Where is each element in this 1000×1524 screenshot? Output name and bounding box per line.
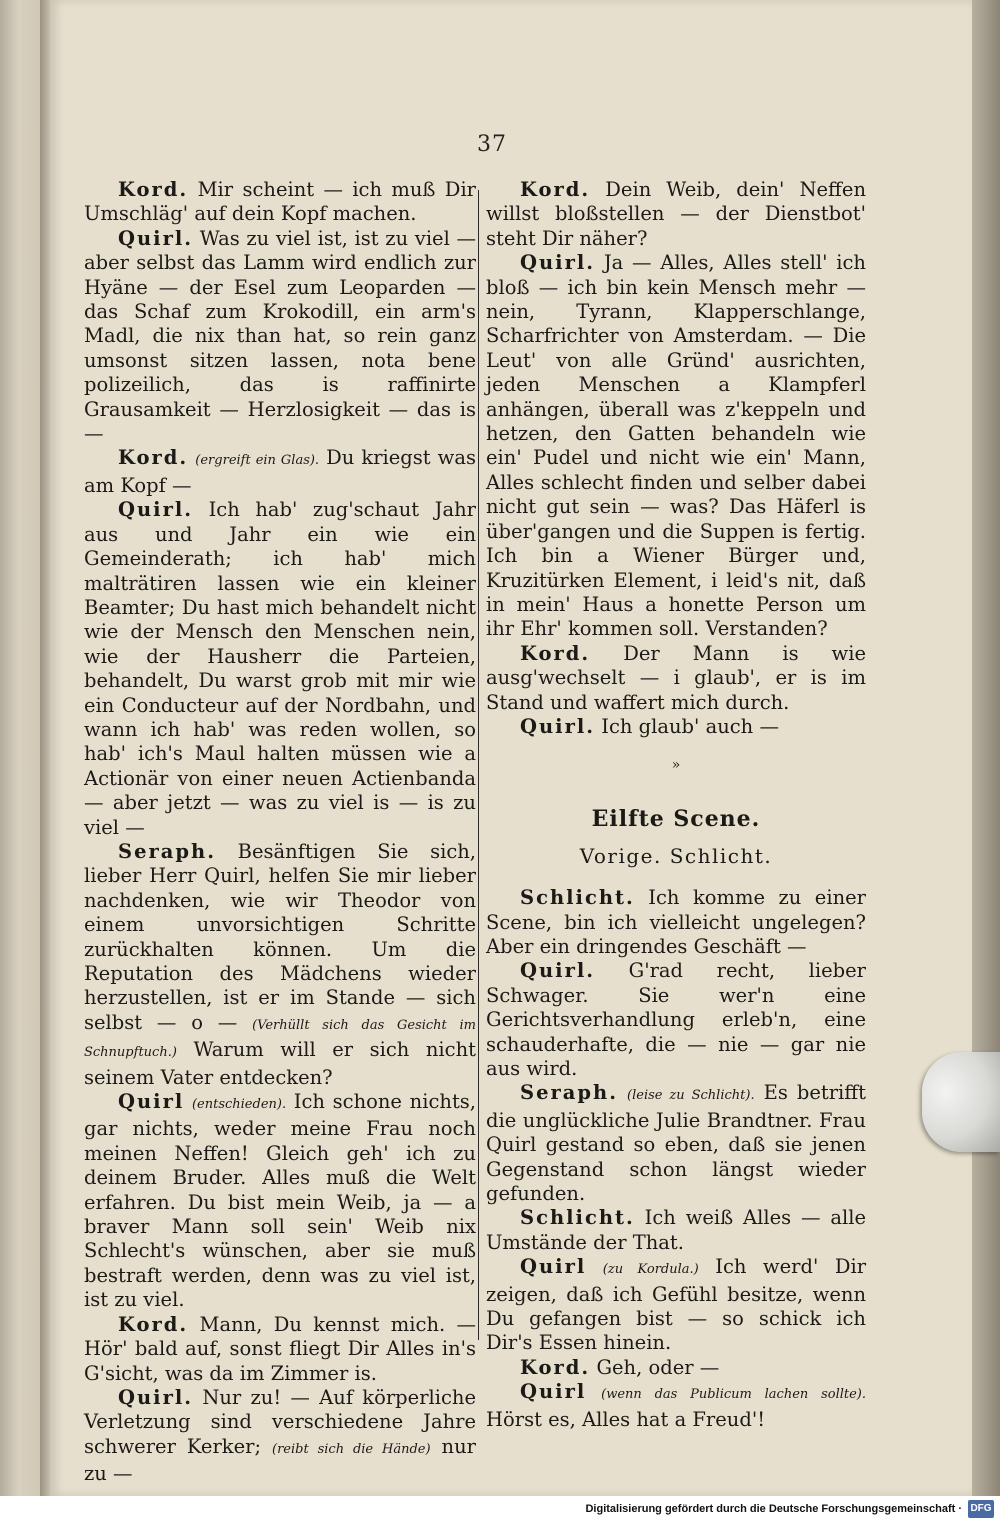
dialogue-paragraph xyxy=(486,1380,866,1432)
dialogue-paragraph xyxy=(84,840,476,1090)
footer-credit: Digitalisierung gefördert durch die Deutsche Forschungsgemeinschaft · xyxy=(585,1503,962,1515)
dialogue-paragraph xyxy=(84,446,476,498)
dialogue-text: Ich schone nichts, gar nichts, weder meine Frau noch meinen Neffen! Gleich geh' ich zu deinem Bruder. Alles muß die Welt erfahren. Du bist mein Weib, ja — a braver Mann soll sein' Weib nix Schlecht's wünschen, aber sie muß bestraft werden, denn was zu viel ist, ist zu viel. xyxy=(84,1090,476,1312)
dialogue-text: Ich komme zu einer Scene, bin ich vielleicht ungelegen? Aber ein dringendes Geschäft — xyxy=(486,886,866,958)
dialogue-text: Mann, Du kennst mich. — Hör' bald auf, sonst fliegt Dir Alles in's G'sicht, was da im Zimmer is. xyxy=(84,1312,476,1385)
dialogue-text: Besänftigen Sie sich, lieber Herr Quirl, helfen Sie mir lieber nachdenken, wie wir Theodor von einem unvorsichtigen Schritte zurückhalten können. Um die Reputation des Mädchens wieder herzustellen, ist er im Stande — sich selbst — o — xyxy=(84,839,476,1034)
speaker-name: Quirl. xyxy=(520,959,596,983)
speaker-name: Kord. xyxy=(520,641,591,665)
dialogue-paragraph xyxy=(486,178,866,251)
dialogue-text: Warum will er sich nicht seinem Vater entdecken? xyxy=(84,1038,476,1089)
speaker-name: Schlicht. xyxy=(520,886,635,910)
speaker-name: Seraph. xyxy=(520,1081,618,1105)
dialogue-paragraph xyxy=(486,959,866,1081)
dialogue-paragraph xyxy=(486,251,866,642)
dialogue-text: Ich weiß Alles — alle Umstände der That. xyxy=(486,1206,866,1254)
dialogue-text: Dein Weib, dein' Neffen willst bloßstellen — der Dienstbot' steht Dir näher? xyxy=(486,178,866,250)
speaker-name: Quirl xyxy=(520,1380,587,1404)
dialogue-paragraph xyxy=(84,227,476,447)
speaker-name: Quirl. xyxy=(520,251,596,275)
speaker-name: Kord. xyxy=(118,1312,189,1336)
dialogue-text: Hörst es, Alles hat a Freud'! xyxy=(486,1407,766,1431)
dfg-logo: DFG xyxy=(968,1500,994,1518)
dialogue-text: Ich hab' zug'schaut Jahr aus und Jahr ein wie ein Gemeinderath; ich hab' mich malträtiren lassen wie ein kleiner Beamter; Du hast mich behandelt nicht wie der Mensch den Menschen nein, wie der Hausherr die Parteien, behandelt, Du warst grob mit mir wie ein Conducteur auf der Nordbahn, und wann ich hab' was reden wollen, so hab' ich's Maul halten müssen wie a Actionär von einer neuen Actienbanda — aber jetzt — was zu viel is — is zu viel — xyxy=(84,498,476,839)
page-number: 37 xyxy=(477,132,507,157)
speaker-name: Quirl. xyxy=(520,714,596,738)
dialogue-paragraph xyxy=(486,715,866,739)
dialogue-text: Es betrifft die unglückliche Julie Brandtner. Frau Quirl gestand so eben, daß sie jenen Gegenstand schon längst wieder gefunden. xyxy=(486,1081,866,1206)
ornament: » xyxy=(671,757,681,774)
dialogue-paragraph xyxy=(486,886,866,959)
dialogue-paragraph xyxy=(486,642,866,715)
dialogue-text: Ich glaub' auch — xyxy=(601,714,779,738)
speaker-name: Kord. xyxy=(520,178,591,201)
right-column-dialogue xyxy=(486,178,866,739)
dialogue-text: Der Mann is wie ausg'wechselt — i glaub', er is im Stand und waffert mich durch. xyxy=(486,641,867,714)
column-divider xyxy=(478,190,479,1340)
dialogue-paragraph xyxy=(486,1356,866,1380)
dialogue-paragraph xyxy=(84,1313,476,1386)
dialogue-text: G'rad recht, lieber Schwager. Sie wer'n eine Gerichtsverhandlung erleb'n, eine schauderhafte, die — nie — gar nie aus wird. xyxy=(486,959,867,1080)
stage-direction: (wenn das Publicum lachen sollte). xyxy=(601,1387,867,1403)
right-column-scene-dialogue xyxy=(486,886,866,1432)
dialogue-paragraph xyxy=(486,1206,866,1255)
dialogue-paragraph xyxy=(486,1255,866,1356)
stage-direction: (Verhüllt sich das Gesicht im Schnupftuch.) xyxy=(84,1017,477,1061)
stage-direction: (entschieden). xyxy=(191,1097,287,1113)
speaker-name: Kord. xyxy=(118,178,189,201)
page-right-edge xyxy=(972,0,1000,1496)
dialogue-text: Geh, oder — xyxy=(596,1355,720,1379)
speaker-name: Quirl. xyxy=(118,1385,194,1409)
speaker-name: Kord. xyxy=(118,446,189,470)
dialogue-paragraph xyxy=(84,1090,476,1313)
dialogue-text: Was zu viel ist, ist zu viel — aber selbst das Lamm wird endlich zur Hyäne — der Esel zum Leoparden — das Schaf zum Krokodill, ein arm's Madl, die nix than hat, so rein ganz umsonst sitzen lassen, nota bene polizeilich, das is raffinirte Grausamkeit — Herzlosigkeit — das is — xyxy=(84,226,477,446)
dialogue-paragraph xyxy=(84,178,476,227)
stage-direction: (ergreift ein Glas). xyxy=(195,453,320,469)
dialogue-text: Mir scheint — ich muß Dir Umschläg' auf dein Kopf machen. xyxy=(84,178,476,226)
scene-persons: Vorige. Schlicht. xyxy=(579,843,773,868)
scene-title: Eilfte Scene. xyxy=(591,806,761,833)
dialogue-paragraph xyxy=(84,1386,476,1487)
dialogue-text: Du kriegst was am Kopf — xyxy=(84,446,477,497)
speaker-name: Quirl xyxy=(520,1255,587,1279)
stage-direction: (zu Kordula.) xyxy=(602,1262,699,1278)
right-text-column xyxy=(486,178,866,1432)
dialogue-text: Nur zu! — Auf körperliche Verletzung sind verschiedene Jahre schwerer Kerker; xyxy=(84,1385,477,1458)
dialogue-text: nur zu — xyxy=(84,1434,476,1486)
dialogue-paragraph xyxy=(486,1081,866,1206)
dialogue-text: Ich werd' Dir zeigen, daß ich Gefühl besitze, wenn Du gefangen bist — so schick ich Dir's Essen hinein. xyxy=(486,1255,867,1355)
dialogue-paragraph xyxy=(84,498,476,840)
speaker-name: Seraph. xyxy=(118,839,216,863)
speaker-name: Quirl. xyxy=(118,226,194,250)
stage-direction: (leise zu Schlicht). xyxy=(627,1088,755,1104)
speaker-name: Quirl xyxy=(118,1090,185,1114)
speaker-name: Quirl. xyxy=(118,498,194,522)
stage-direction: (reibt sich die Hände) xyxy=(272,1441,431,1457)
page-tab-marker xyxy=(922,1052,1000,1152)
left-text-column xyxy=(84,178,476,1487)
dialogue-text: Ja — Alles, Alles stell' ich bloß — ich bin kein Mensch mehr — nein, Tyrann, Klapperschlange, Scharfrichter von Amsterdam. — Die Leut' von alle Gründ' ausrichten, jeden Menschen a Klampferl anhängen, überall was z'keppeln und hetzen, den Gatten behandeln wie ein' Pudel und nicht wie ein' Mann, Alles schlecht finden und selber dabei nicht gut sein — was? Das Häferl is über'gangen und die Suppen is fertig. Ich bin a Wiener Bürger und, Kruzitürken Element, i leid's nit, daß in mein' Haus a honette Person um ihr Ehr' kommen soll. Verstanden? xyxy=(486,251,866,641)
speaker-name: Schlicht. xyxy=(520,1206,635,1230)
speaker-name: Kord. xyxy=(520,1355,591,1379)
